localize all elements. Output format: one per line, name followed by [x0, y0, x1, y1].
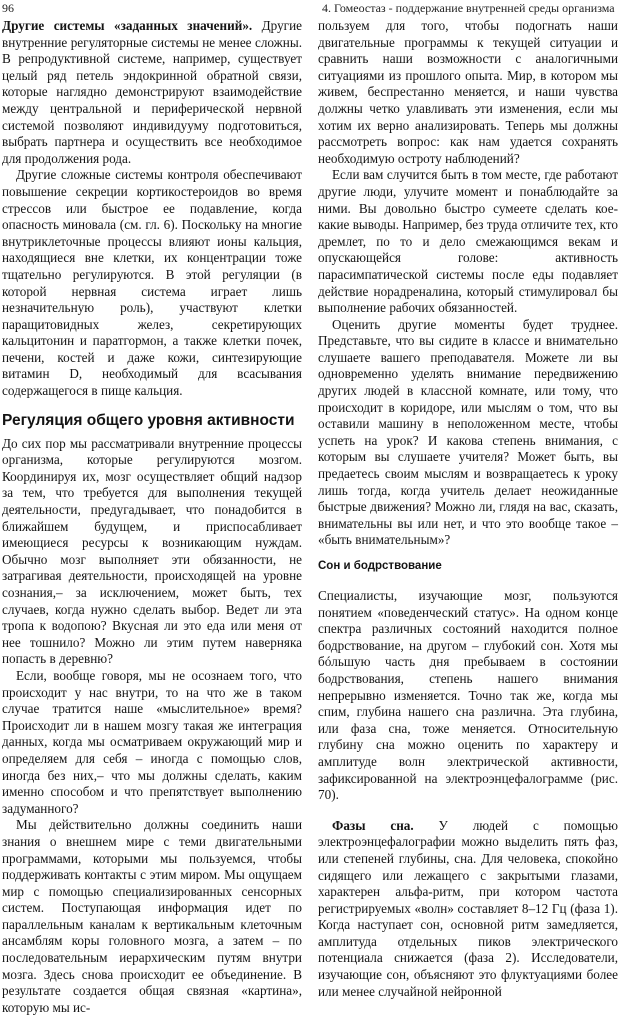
paragraph-text: Другие внутренние регуляторные системы не менее сложны. В репродуктивной системе, например, существует целый ряд петель эндокринной обратной связи, которые наглядно демонстрируют взаимодействие между центральной и периферической нервной системой позволяют индивидууму подготовиться, выбрать партнера и осуществить все необходимое для продолжения рода. — [2, 18, 302, 166]
paragraph-thinking-time: Если, вообще говоря, мы не осознаем того, что происходит у нас внутри, то на что же в таком случае тратится наше «мыслительное» время? Происходит ли в нашем мозгу такая же интеграция данных, когда мы осматриваем окружающий мир и определяем для себя – иногда с помощью слов, иногда без них,– что мы должны сделать, каким именно способом и что препятствует выполнению задуманного? — [2, 667, 302, 816]
page-header — [0, 0, 620, 16]
paragraph-sleep-phases — [318, 818, 618, 1001]
run-in-heading: Фазы сна. — [332, 817, 414, 833]
paragraph-control-systems: Другие сложные системы контроля обеспечивают повышение секреции кортикостероидов во время стрессов или быстрое ее подавление, когда опасность миновала (см. гл. 6). Поскольку на многие внутриклеточные процессы влияют ионы кальция, находящиеся вне клетки, их концентрации тоже тщательно регулируются. В этой регуляции (в которой нервная система играет лишь незначительную роль), участвуют клетки паращитовидных желез, секретирующих кальцитонин и паратгормон, а также клетки почек, печени, костей и даже кожи, синтезирующие витамин D, необходимый для всасывания содержащегося в пище кальция. — [2, 167, 302, 399]
paragraph-internal-processes: До сих пор мы рассматривали внутренние процессы организма, которые регулируются мозгом. Координируя их, мозг осуществляет общий надзор за тем, что требуется для выполнения текущей деятельности, предугадывает, что понадобится в ближайшем будущем, и приспосабливает имеющиеся ресурсы к возникающим нуждам. Обычно мозг выполняет эти обязанности, не затрагивая деятельности, происходящей на уровне сознания,– за исключением, может быть, тех случаев, когда нужно сделать выбор. Ведет ли эта тропа к водопою? Вкусная ли это еда или меня от нее тошнило? Можно ли этим путем наверняка попасть в деревню? — [2, 435, 302, 667]
left-column — [2, 18, 302, 1016]
paragraph-sensory-systems: Мы действительно должны соединить наши знания о внешнем мире с теми двигательными программами, которыми мы пользуемся, чтобы поддерживать контакты с этим миром. Мы ощущаем мир с помощью специализированных сенсорных систем. Поступающая информация идет по параллельным каналам к вертикальным клеточным ансамблям коры головного мозга, а затем – по последовательным иерархическим путям внутри мозга. Здесь снова происходит ее объединение. В результате создается общая связная «картина», которую мы ис- — [2, 817, 302, 1015]
page-number: 96 — [2, 1, 14, 15]
paragraph-behavioral-status: Специалисты, изучающие мозг, пользуются понятием «поведенческий статус». На одном конце спектра различных состояний находится полное бодрствование, на другом – глубокий сон. Хотя мы бóльшую часть дня пребываем в состоянии бодрствования, степень нашего внимания непрерывно изменяется. Точно так же, когда мы спим, глубина нашего сна различна. Эта глубина, или фаза сна, тоже меняется. Относительную глубину сна можно оценить по характеру и амплитуде волн электрической активности, зафиксированной на электроэнцефалограмме (рис. 70). — [318, 588, 618, 803]
paragraph-observe-people: Если вам случится быть в том месте, где работают другие люди, улучите момент и понаблюдайте за ними. Вы довольно быстро сумеете сделать кое-какие выводы. Например, без труда отличите тех, кто дремлет, по то и дело смежающимся векам и опускающейся голове: активность парасимпатической системы после еды подавляет действие норадреналина, который стимулировал бы выполнение рабочих обязанностей. — [318, 167, 618, 316]
section-heading: Регуляция общего уровня активности — [2, 411, 295, 429]
run-in-heading: Другие системы «заданных значений». — [2, 18, 253, 33]
paragraph-set-point-systems — [2, 18, 302, 167]
subsection-heading: Сон и бодрствование — [318, 560, 442, 572]
paragraph-continuation: пользуем для того, чтобы подогнать наши двигательные программы к текущей ситуации и сравнить наши возможности с аналогичными ситуациями из прошлого опыта. Мир, в котором мы живем, беспрестанно меняется, и наши чувства должны четко улавливать эти изменения, если мы хотим их верно анализировать. Теперь мы должны рассмотреть вопрос: как нам удается сохранять необходимую остроту наблюдений? — [318, 18, 618, 166]
running-chapter-title: 4. Гомеостаз - поддержание внутренней среды организма — [322, 1, 615, 15]
paragraph-attention: Оценить другие моменты будет труднее. Представьте, что вы сидите в классе и внимательно слушаете вашего преподавателя. Можете ли вы одновременно уделять внимание передвижению других людей в классной комнате, или тому, что происходит в коридоре, или мыслям о том, что вы оставили машину в неположенном месте, чтобы успеть на урок? И какова степень внимания, с которым вы слушаете учителя? Может быть, вы предаетесь своим мыслям и возвращаетесь к уроку лишь тогда, когда учитель делает неожиданные быстрые движения? Можно ли, глядя на вас, сказать, внимательны вы или нет, и что это вообще такое – «быть внимательным»? — [318, 316, 618, 548]
right-column — [318, 18, 618, 1000]
paragraph-text: У людей с помощью электроэнцефалографии можно выделить пять фаз, или степеней глубины, сна. Для человека, спокойно сидящего или лежащего с закрытыми глазами, характерен альфа-ритм, при котором частота регистрируемых «волн» составляет 8–12 Гц (фаза 1). Когда наступает сон, основной ритм замедляется, амплитуда отдельных пиков электрического потенциала снижается (фаза 2). Исследователи, изучающие сон, объясняют это флуктуациями более или менее случайной нейронной — [318, 817, 618, 999]
paragraph-spacer — [318, 804, 618, 818]
